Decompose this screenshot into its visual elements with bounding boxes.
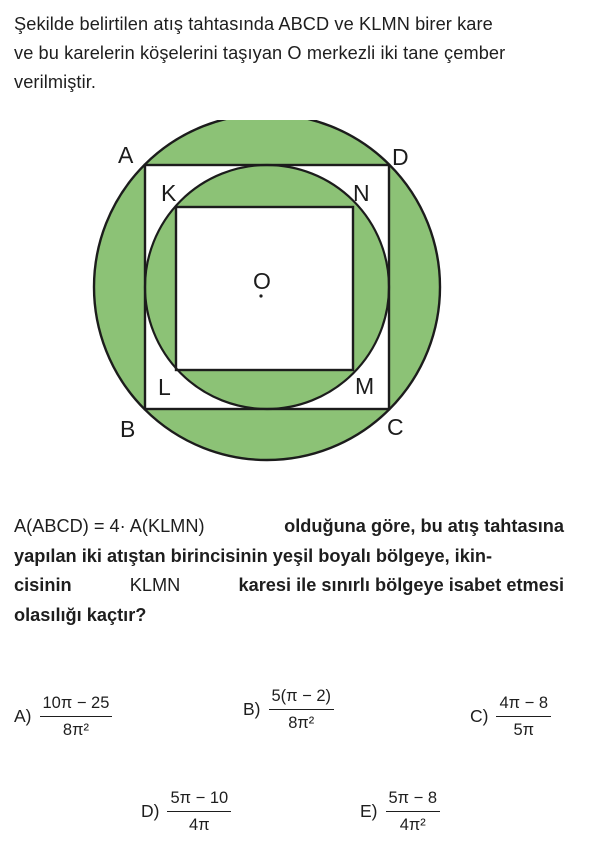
choice-c[interactable] xyxy=(470,693,551,740)
label-d: D xyxy=(392,144,409,170)
choice-b-fraction xyxy=(269,686,335,733)
label-c: C xyxy=(387,414,404,440)
problem-intro xyxy=(14,10,574,97)
question-l1-start: A(ABCD) = 4· A(KLMN) xyxy=(14,516,205,536)
question-l3-a: cisinin xyxy=(14,575,72,595)
choice-a-numerator: 10π − 25 xyxy=(40,693,113,717)
question-text xyxy=(14,512,564,630)
question-l1-end: olduğuna göre, bu atış tahtasına xyxy=(284,516,564,536)
question-l2: yapılan iki atıştan birincisinin yeşil boyalı bölgeye, ikin- xyxy=(14,545,493,566)
choice-a-denominator: 8π² xyxy=(62,721,89,739)
choice-c-letter: C) xyxy=(470,706,489,726)
choice-d[interactable] xyxy=(141,788,231,835)
choice-c-denominator: 5π xyxy=(513,721,535,739)
dartboard-figure xyxy=(80,120,470,480)
label-l: L xyxy=(158,374,171,400)
choice-a[interactable] xyxy=(14,693,112,740)
choice-a-letter: A) xyxy=(14,706,32,726)
choice-d-fraction xyxy=(167,788,231,835)
label-b: B xyxy=(120,416,136,442)
question-l3-c: karesi ile sınırlı bölgeye isabet etmesi xyxy=(238,575,564,595)
choice-b[interactable] xyxy=(243,686,334,733)
choice-b-denominator: 8π² xyxy=(288,714,315,732)
choice-e-denominator: 4π² xyxy=(399,816,426,834)
choice-c-fraction xyxy=(496,693,551,740)
label-k: K xyxy=(161,180,177,206)
choice-e-fraction xyxy=(386,788,441,835)
intro-line-3: verilmiştir. xyxy=(14,72,97,92)
choice-c-numerator: 4π − 8 xyxy=(496,693,551,717)
intro-line-1: Şekilde belirtilen atış tahtasında ABCD ve KLMN birer kare xyxy=(14,14,493,34)
choice-b-letter: B) xyxy=(243,699,261,719)
label-n: N xyxy=(353,180,370,206)
question-l4: olasılığı kaçtır? xyxy=(14,604,147,625)
question-l3-b: KLMN xyxy=(129,575,181,595)
choice-b-numerator: 5(π − 2) xyxy=(269,686,335,710)
choice-d-letter: D) xyxy=(141,801,160,821)
choice-d-denominator: 4π xyxy=(189,816,210,834)
label-o: O xyxy=(253,268,271,294)
label-a: A xyxy=(118,142,134,168)
choice-a-fraction xyxy=(40,693,113,740)
choice-e[interactable] xyxy=(360,788,440,835)
choice-e-letter: E) xyxy=(360,801,378,821)
choice-d-numerator: 5π − 10 xyxy=(167,788,231,812)
label-m: M xyxy=(355,373,375,399)
center-point xyxy=(259,294,262,297)
intro-line-2: ve bu karelerin köşelerini taşıyan O merkezli iki tane çember xyxy=(14,43,506,63)
choice-e-numerator: 5π − 8 xyxy=(386,788,441,812)
